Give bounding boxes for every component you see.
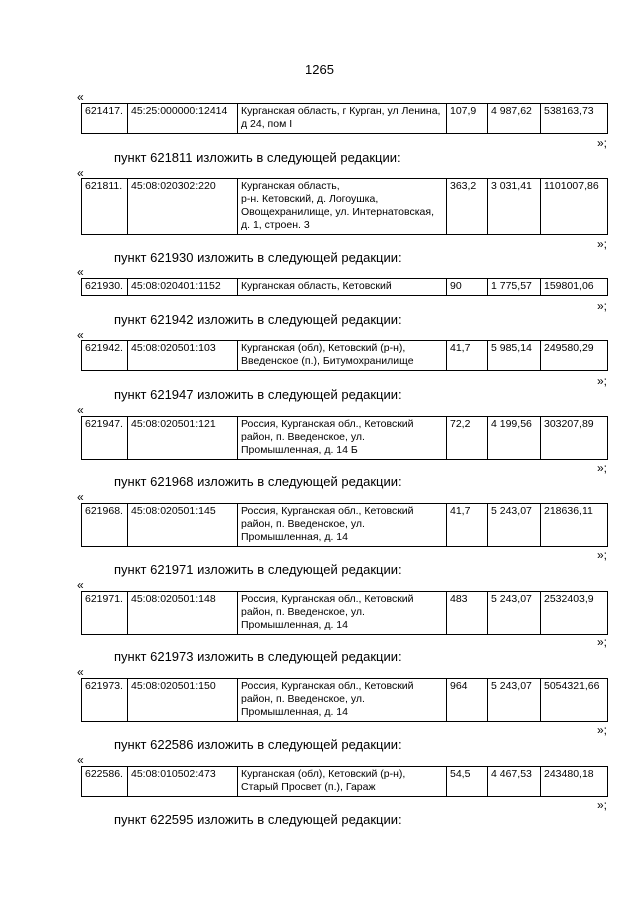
registry-table [81, 678, 608, 722]
area-cell: 41,7 [447, 504, 488, 547]
row-number-cell: 621947. [82, 417, 128, 460]
registry-table [81, 103, 608, 134]
registry-table [81, 503, 608, 547]
cadastral-number-cell: 45:08:020501:145 [128, 504, 238, 547]
table-row [82, 104, 608, 134]
address-cell: Россия, Курганская обл., Кетовский район, п. Введенское, ул. Промышленная, д. 14 [238, 592, 447, 635]
opening-quote: « [77, 90, 84, 104]
registry-table [81, 766, 608, 797]
amendment-intro: пункт 621930 изложить в следующей редакции: [114, 250, 402, 265]
table-row [82, 179, 608, 235]
value-cell: 2532403,9 [541, 592, 608, 635]
cadastral-number-cell: 45:08:020302:220 [128, 179, 238, 235]
rate-cell: 4 199,56 [488, 417, 541, 460]
rate-cell: 4 987,62 [488, 104, 541, 134]
amendment-intro: пункт 621811 изложить в следующей редакции: [114, 150, 401, 165]
closing-quote: »; [597, 237, 608, 251]
opening-quote: « [77, 578, 84, 592]
table-row [82, 767, 608, 797]
rate-cell: 5 243,07 [488, 592, 541, 635]
address-cell: Курганская область, г Курган, ул Ленина, д 24, пом I [238, 104, 447, 134]
area-cell: 483 [447, 592, 488, 635]
row-number-cell: 621811. [82, 179, 128, 235]
opening-quote: « [77, 490, 84, 504]
area-cell: 90 [447, 279, 488, 296]
closing-quote: »; [597, 723, 608, 737]
cadastral-number-cell: 45:25:000000:12414 [128, 104, 238, 134]
amendment-intro: пункт 621942 изложить в следующей редакции: [114, 312, 402, 327]
table-row [82, 504, 608, 547]
registry-table [81, 416, 608, 460]
amendment-intro: пункт 622595 изложить в следующей редакции: [114, 812, 402, 827]
area-cell: 72,2 [447, 417, 488, 460]
table-row [82, 279, 608, 296]
rate-cell: 5 985,14 [488, 341, 541, 371]
rate-cell: 3 031,41 [488, 179, 541, 235]
area-cell: 363,2 [447, 179, 488, 235]
registry-table [81, 340, 608, 371]
closing-quote: »; [597, 635, 608, 649]
area-cell: 54,5 [447, 767, 488, 797]
closing-quote: »; [597, 461, 608, 475]
address-cell: Россия, Курганская обл., Кетовский район, п. Введенское, ул. Промышленная, д. 14 Б [238, 417, 447, 460]
area-cell: 964 [447, 679, 488, 722]
address-cell: Курганская область, р-н. Кетовский, д. Логоушка, Овощехранилище, ул. Интернатовская, д. 1, строен. 3 [238, 179, 447, 235]
closing-quote: »; [597, 798, 608, 812]
amendment-intro: пункт 621971 изложить в следующей редакции: [114, 562, 402, 577]
amendment-intro: пункт 622586 изложить в следующей редакции: [114, 737, 402, 752]
amendment-intro: пункт 621973 изложить в следующей редакции: [114, 649, 402, 664]
row-number-cell: 621930. [82, 279, 128, 296]
area-cell: 107,9 [447, 104, 488, 134]
opening-quote: « [77, 328, 84, 342]
opening-quote: « [77, 665, 84, 679]
amendment-intro: пункт 621968 изложить в следующей редакции: [114, 474, 402, 489]
value-cell: 218636,11 [541, 504, 608, 547]
cadastral-number-cell: 45:08:020501:148 [128, 592, 238, 635]
value-cell: 303207,89 [541, 417, 608, 460]
cadastral-number-cell: 45:08:020401:1152 [128, 279, 238, 296]
page-number: 1265 [305, 62, 334, 77]
row-number-cell: 621973. [82, 679, 128, 722]
table-row [82, 679, 608, 722]
opening-quote: « [77, 753, 84, 767]
row-number-cell: 621417. [82, 104, 128, 134]
row-number-cell: 622586. [82, 767, 128, 797]
row-number-cell: 621971. [82, 592, 128, 635]
closing-quote: »; [597, 299, 608, 313]
row-number-cell: 621968. [82, 504, 128, 547]
rate-cell: 5 243,07 [488, 679, 541, 722]
closing-quote: »; [597, 374, 608, 388]
address-cell: Курганская (обл), Кетовский (р-н), Старый Просвет (п.), Гараж [238, 767, 447, 797]
value-cell: 243480,18 [541, 767, 608, 797]
cadastral-number-cell: 45:08:010502:473 [128, 767, 238, 797]
value-cell: 538163,73 [541, 104, 608, 134]
opening-quote: « [77, 166, 84, 180]
cadastral-number-cell: 45:08:020501:121 [128, 417, 238, 460]
registry-table [81, 278, 608, 296]
value-cell: 249580,29 [541, 341, 608, 371]
value-cell: 5054321,66 [541, 679, 608, 722]
rate-cell: 5 243,07 [488, 504, 541, 547]
cadastral-number-cell: 45:08:020501:103 [128, 341, 238, 371]
closing-quote: »; [597, 548, 608, 562]
address-cell: Курганская область, Кетовский [238, 279, 447, 296]
cadastral-number-cell: 45:08:020501:150 [128, 679, 238, 722]
value-cell: 159801,06 [541, 279, 608, 296]
address-cell: Россия, Курганская обл., Кетовский район, п. Введенское, ул. Промышленная, д. 14 [238, 679, 447, 722]
closing-quote: »; [597, 136, 608, 150]
opening-quote: « [77, 265, 84, 279]
address-cell: Россия, Курганская обл., Кетовский район, п. Введенское, ул. Промышленная, д. 14 [238, 504, 447, 547]
registry-table [81, 591, 608, 635]
registry-table [81, 178, 608, 235]
table-row [82, 417, 608, 460]
address-cell: Курганская (обл), Кетовский (р-н), Введенское (п.), Битумохранилище [238, 341, 447, 371]
area-cell: 41,7 [447, 341, 488, 371]
table-row [82, 341, 608, 371]
rate-cell: 1 775,57 [488, 279, 541, 296]
row-number-cell: 621942. [82, 341, 128, 371]
rate-cell: 4 467,53 [488, 767, 541, 797]
amendment-intro: пункт 621947 изложить в следующей редакции: [114, 387, 402, 402]
opening-quote: « [77, 403, 84, 417]
table-row [82, 592, 608, 635]
value-cell: 1101007,86 [541, 179, 608, 235]
